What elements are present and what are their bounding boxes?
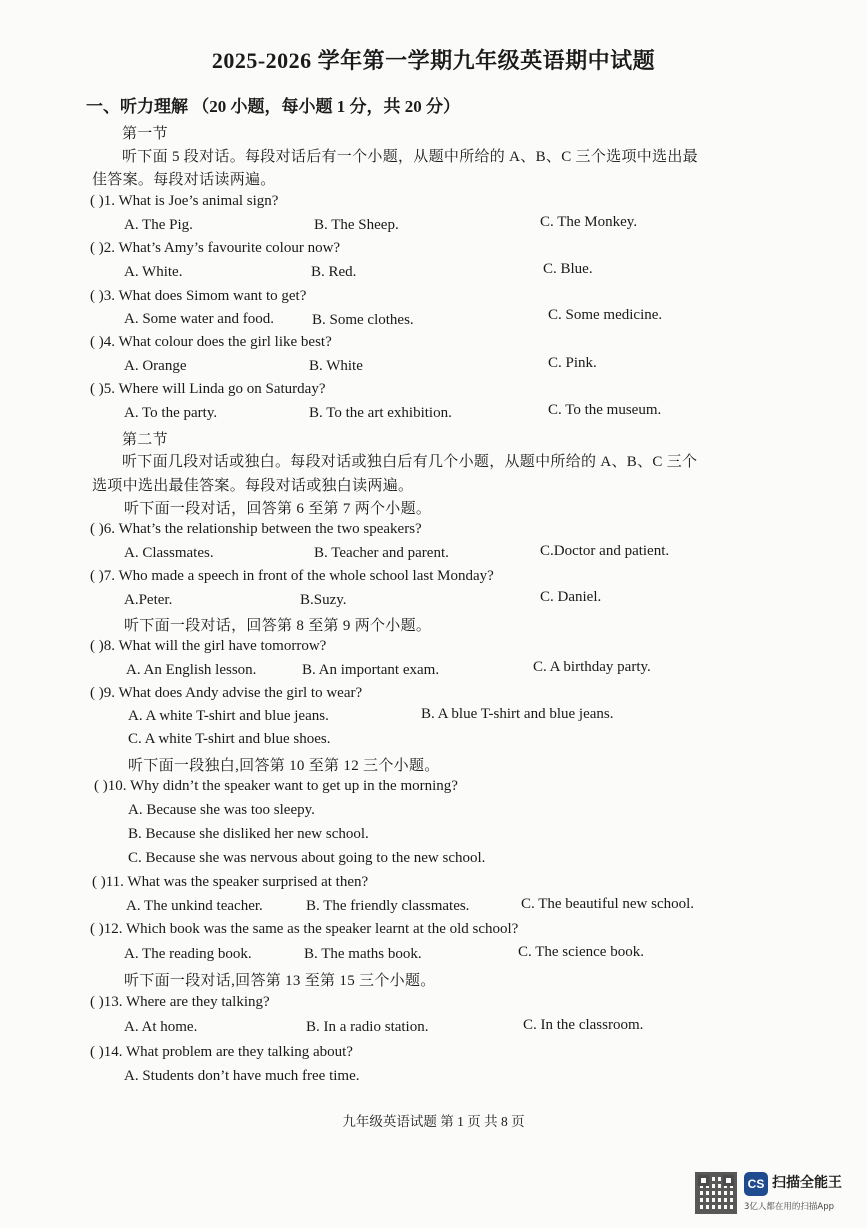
q13-option-a: A. At home. xyxy=(124,1019,198,1035)
question-5: ( )5. Where will Linda go on Saturday? xyxy=(90,381,326,397)
part2-instruction-line1: 听下面几段对话或独白。每段对话或独白后有几个小题，从题中所给的 A、B、C 三个 xyxy=(122,454,698,470)
camscanner-name: 扫描全能王 xyxy=(772,1175,842,1191)
q5-option-c: C. To the museum. xyxy=(548,402,662,418)
q4-option-a: A. Orange xyxy=(124,358,187,374)
q6-option-a: A. Classmates. xyxy=(124,545,214,561)
q10-option-b: B. Because she disliked her new school. xyxy=(128,826,369,842)
question-11: ( )11. What was the speaker surprised at then? xyxy=(92,874,369,890)
q10-option-c: C. Because she was nervous about going to the new school. xyxy=(128,850,486,866)
q11-option-a: A. The unkind teacher. xyxy=(126,898,263,914)
q1-option-a: A. The Pig. xyxy=(124,217,193,233)
part2-instruction-line2: 选项中选出最佳答案。每段对话或独白读两遍。 xyxy=(92,478,414,494)
question-9: ( )9. What does Andy advise the girl to wear? xyxy=(90,685,363,701)
page-title: 2025-2026 学年第一学期九年级英语期中试题 xyxy=(211,48,656,73)
q4-option-c: C. Pink. xyxy=(548,355,597,371)
question-12: ( )12. Which book was the same as the speaker learnt at the old school? xyxy=(90,921,519,937)
q11-option-c: C. The beautiful new school. xyxy=(521,896,695,912)
q14-option-a: A. Students don’t have much free time. xyxy=(124,1068,360,1084)
section-heading: 一、听力理解 （20 小题，每小题 1 分，共 20 分） xyxy=(86,97,460,116)
q12-option-a: A. The reading book. xyxy=(124,946,252,962)
q2-option-b: B. Red. xyxy=(311,264,357,280)
part1-label: 第一节 xyxy=(122,126,168,142)
question-10: ( )10. Why didn’t the speaker want to get up in the morning? xyxy=(94,778,458,794)
q3-option-c: C. Some medicine. xyxy=(548,307,663,323)
q5-option-b: B. To the art exhibition. xyxy=(309,405,452,421)
question-8: ( )8. What will the girl have tomorrow? xyxy=(90,638,327,654)
q1-option-c: C. The Monkey. xyxy=(540,214,638,230)
part1-instruction-line1: 听下面 5 段对话。每段对话后有一个小题，从题中所给的 A、B、C 三个选项中选出最 xyxy=(122,149,698,165)
q7-option-b: B.Suzy. xyxy=(300,592,347,608)
q8-option-b: B. An important exam. xyxy=(302,662,440,678)
page-footer: 九年级英语试题 第 1 页 共 8 页 xyxy=(342,1114,525,1129)
qr-code-icon xyxy=(695,1172,737,1214)
q3-option-b: B. Some clothes. xyxy=(312,312,414,328)
q2-option-a: A. White. xyxy=(124,264,183,280)
question-6: ( )6. What’s the relationship between the two speakers? xyxy=(90,521,422,537)
q4-option-b: B. White xyxy=(309,358,363,374)
q12-option-b: B. The maths book. xyxy=(304,946,422,962)
question-3: ( )3. What does Simom want to get? xyxy=(90,288,307,304)
part2-sub-instruction-4: 听下面一段对话,回答第 13 至第 15 三个小题。 xyxy=(124,973,436,989)
part2-sub-instruction-2: 听下面一段对话，回答第 8 至第 9 两个小题。 xyxy=(124,618,432,634)
q1-option-b: B. The Sheep. xyxy=(314,217,399,233)
q2-option-c: C. Blue. xyxy=(543,261,593,277)
camscanner-logo-icon: CS xyxy=(744,1172,768,1196)
question-14: ( )14. What problem are they talking about? xyxy=(90,1044,353,1060)
part2-label: 第二节 xyxy=(122,432,168,448)
q8-option-c: C. A birthday party. xyxy=(533,659,651,675)
question-13: ( )13. Where are they talking? xyxy=(90,994,270,1010)
q6-option-c: C.Doctor and patient. xyxy=(540,543,670,559)
q3-option-a: A. Some water and food. xyxy=(124,311,274,327)
q8-option-a: A. An English lesson. xyxy=(126,662,257,678)
q13-option-b: B. In a radio station. xyxy=(306,1019,429,1035)
q6-option-b: B. Teacher and parent. xyxy=(314,545,449,561)
q12-option-c: C. The science book. xyxy=(518,944,644,960)
q9-option-b: B. A blue T-shirt and blue jeans. xyxy=(421,706,614,722)
question-4: ( )4. What colour does the girl like best? xyxy=(90,334,332,350)
question-2: ( )2. What’s Amy’s favourite colour now? xyxy=(90,240,341,256)
q11-option-b: B. The friendly classmates. xyxy=(306,898,470,914)
question-1: ( )1. What is Joe’s animal sign? xyxy=(90,193,279,209)
question-7: ( )7. Who made a speech in front of the whole school last Monday? xyxy=(90,568,494,584)
part2-sub-instruction-3: 听下面一段独白,回答第 10 至第 12 三个小题。 xyxy=(128,758,440,774)
q7-option-c: C. Daniel. xyxy=(540,589,602,605)
part2-sub-instruction-1: 听下面一段对话，回答第 6 至第 7 两个小题。 xyxy=(124,501,432,517)
q5-option-a: A. To the party. xyxy=(124,405,218,421)
q13-option-c: C. In the classroom. xyxy=(523,1017,644,1033)
q7-option-a: A.Peter. xyxy=(124,592,173,608)
q9-option-a: A. A white T-shirt and blue jeans. xyxy=(128,708,329,724)
camscanner-tagline: 3亿人都在用的扫描App xyxy=(744,1202,835,1212)
q10-option-a: A. Because she was too sleepy. xyxy=(128,802,315,818)
part1-instruction-line2: 佳答案。每段对话读两遍。 xyxy=(92,172,276,188)
q9-option-c: C. A white T-shirt and blue shoes. xyxy=(128,731,331,747)
